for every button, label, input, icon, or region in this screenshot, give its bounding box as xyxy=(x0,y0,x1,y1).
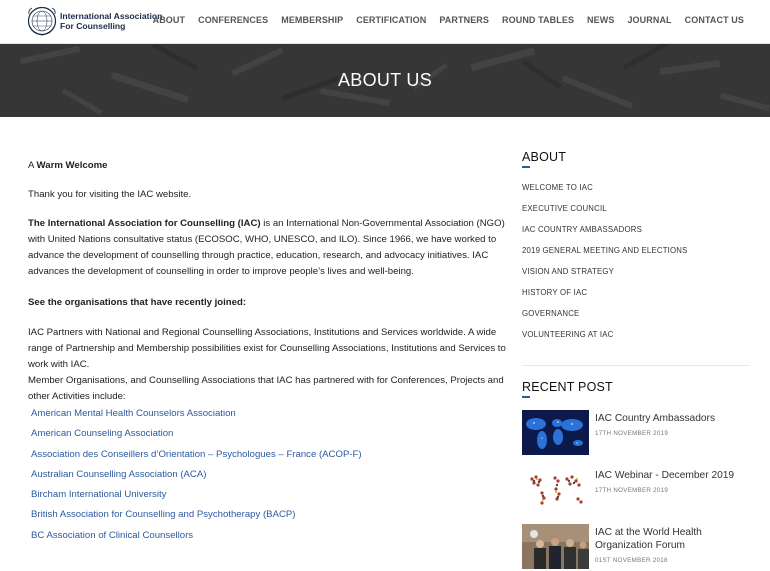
forum-photo-thumbnail[interactable] xyxy=(522,524,589,569)
member-link[interactable]: Bircham International University xyxy=(31,489,167,501)
sidebar-item-governance[interactable]: GOVERNANCE xyxy=(522,309,580,318)
nav-round-tables[interactable]: ROUND TABLES xyxy=(502,15,575,25)
nav-journal[interactable]: JOURNAL xyxy=(627,15,672,25)
member-link[interactable]: American Counseling Association xyxy=(31,428,174,440)
post-date: 17TH NOVEMBER 2019 xyxy=(595,487,669,494)
people-map-thumbnail[interactable] xyxy=(522,467,589,512)
thank-you-text: Thank you for visiting the IAC website. xyxy=(28,189,192,200)
page-hero xyxy=(0,44,770,117)
list-item xyxy=(28,507,506,527)
list-item xyxy=(28,426,506,446)
heading-underline xyxy=(522,166,530,168)
nav-conferences[interactable]: CONFERENCES xyxy=(198,15,269,25)
post-title[interactable]: IAC at the World Health Organization Forum xyxy=(595,527,702,551)
recent-post-heading: RECENT POST xyxy=(522,380,613,394)
nav-partners[interactable]: PARTNERS xyxy=(439,15,490,25)
nav-certification[interactable]: CERTIFICATION xyxy=(356,15,427,25)
intro-paragraph xyxy=(28,216,506,280)
main-content xyxy=(28,158,506,548)
joined-heading: See the organisations that have recently joined: xyxy=(28,297,247,308)
welcome-heading xyxy=(28,158,506,174)
intro-rest: is an International Non-Governmental Association (NGO) with United Nations consultative status (ECOSOC, WHO, UNESCO, and ILO). Since 1966, we have worked to advance the development of counselling through practice, education, research, and advocacy initiatives. IAC advances the development of counselling in order to improve people’s lives and well-being. xyxy=(28,218,505,277)
member-link[interactable]: British Association for Counselling and Psychotherapy (BACP) xyxy=(31,509,296,521)
recent-posts xyxy=(522,410,750,571)
list-item xyxy=(28,447,506,467)
sidebar-item-volunteering[interactable]: VOLUNTEERING AT IAC xyxy=(522,330,614,339)
sidebar-item-country-ambassadors[interactable]: IAC COUNTRY AMBASSADORS xyxy=(522,225,642,234)
member-link[interactable]: American Mental Health Counselors Association xyxy=(31,408,236,419)
list-item xyxy=(28,406,506,426)
nav-news[interactable]: NEWS xyxy=(587,15,615,25)
site-header xyxy=(0,0,770,44)
recent-post-item[interactable] xyxy=(522,410,750,467)
heading-underline xyxy=(522,396,530,398)
iac-emblem-icon xyxy=(27,5,57,37)
member-link[interactable]: Australian Counselling Association (ACA) xyxy=(31,468,207,480)
member-link[interactable]: Association des Conseillers d’Orientation – Psychologues – France (ACOP-F) xyxy=(31,448,362,460)
members-paragraph: Member Organisations, and Counselling Associations that IAC has partnered with for Conferences, Projects and other Activities include: xyxy=(28,375,504,402)
nav-contact-us[interactable]: CONTACT US xyxy=(684,15,744,25)
list-item xyxy=(28,487,506,507)
list-item xyxy=(28,528,506,548)
sidebar-item-history[interactable]: HISTORY OF IAC xyxy=(522,288,588,297)
partners-paragraph: IAC Partners with National and Regional Counselling Associations, Institutions and Services worldwide. A wide range of Partnership and Membership possibilities exist for Counselling Associations, Institutions and Services to work with IAC. xyxy=(28,327,506,370)
member-link[interactable]: BC Association of Clinical Counsellors xyxy=(31,529,194,541)
sidebar xyxy=(522,150,750,571)
welcome-bold: Warm Welcome xyxy=(36,160,108,171)
post-date: 17TH NOVEMBER 2019 xyxy=(595,430,669,437)
sidebar-about-menu xyxy=(522,183,750,351)
sidebar-item-welcome[interactable]: WELCOME TO IAC xyxy=(522,183,593,192)
sidebar-item-executive-council[interactable]: EXECUTIVE COUNCIL xyxy=(522,204,607,213)
post-info xyxy=(595,410,715,467)
sidebar-item-vision-strategy[interactable]: VISION AND STRATEGY xyxy=(522,267,615,276)
list-item xyxy=(28,467,506,487)
sidebar-divider xyxy=(522,365,750,366)
post-info xyxy=(595,524,750,571)
post-date: 01ST NOVEMBER 2018 xyxy=(595,557,668,564)
sidebar-item-general-meeting[interactable]: 2019 GENERAL MEETING AND ELECTIONS xyxy=(522,246,688,255)
post-info xyxy=(595,467,734,524)
nav-about[interactable]: ABOUT xyxy=(152,15,186,25)
page-title: ABOUT US xyxy=(337,70,433,90)
sidebar-about-heading: ABOUT xyxy=(522,150,567,164)
logo-line-2: For Counselling xyxy=(60,21,126,31)
recent-post-item[interactable] xyxy=(522,467,750,524)
world-map-thumbnail[interactable] xyxy=(522,410,589,455)
post-title[interactable]: IAC Webinar - December 2019 xyxy=(595,470,735,481)
welcome-prefix: A xyxy=(28,160,34,171)
intro-bold: The International Association for Counselling (IAC) xyxy=(28,218,261,229)
member-links-list xyxy=(28,406,506,548)
nav-membership[interactable]: MEMBERSHIP xyxy=(281,15,344,25)
recent-post-item[interactable] xyxy=(522,524,750,571)
main-nav xyxy=(140,15,744,25)
logo-line-1: International Association xyxy=(60,11,163,21)
post-title[interactable]: IAC Country Ambassadors xyxy=(595,413,716,424)
